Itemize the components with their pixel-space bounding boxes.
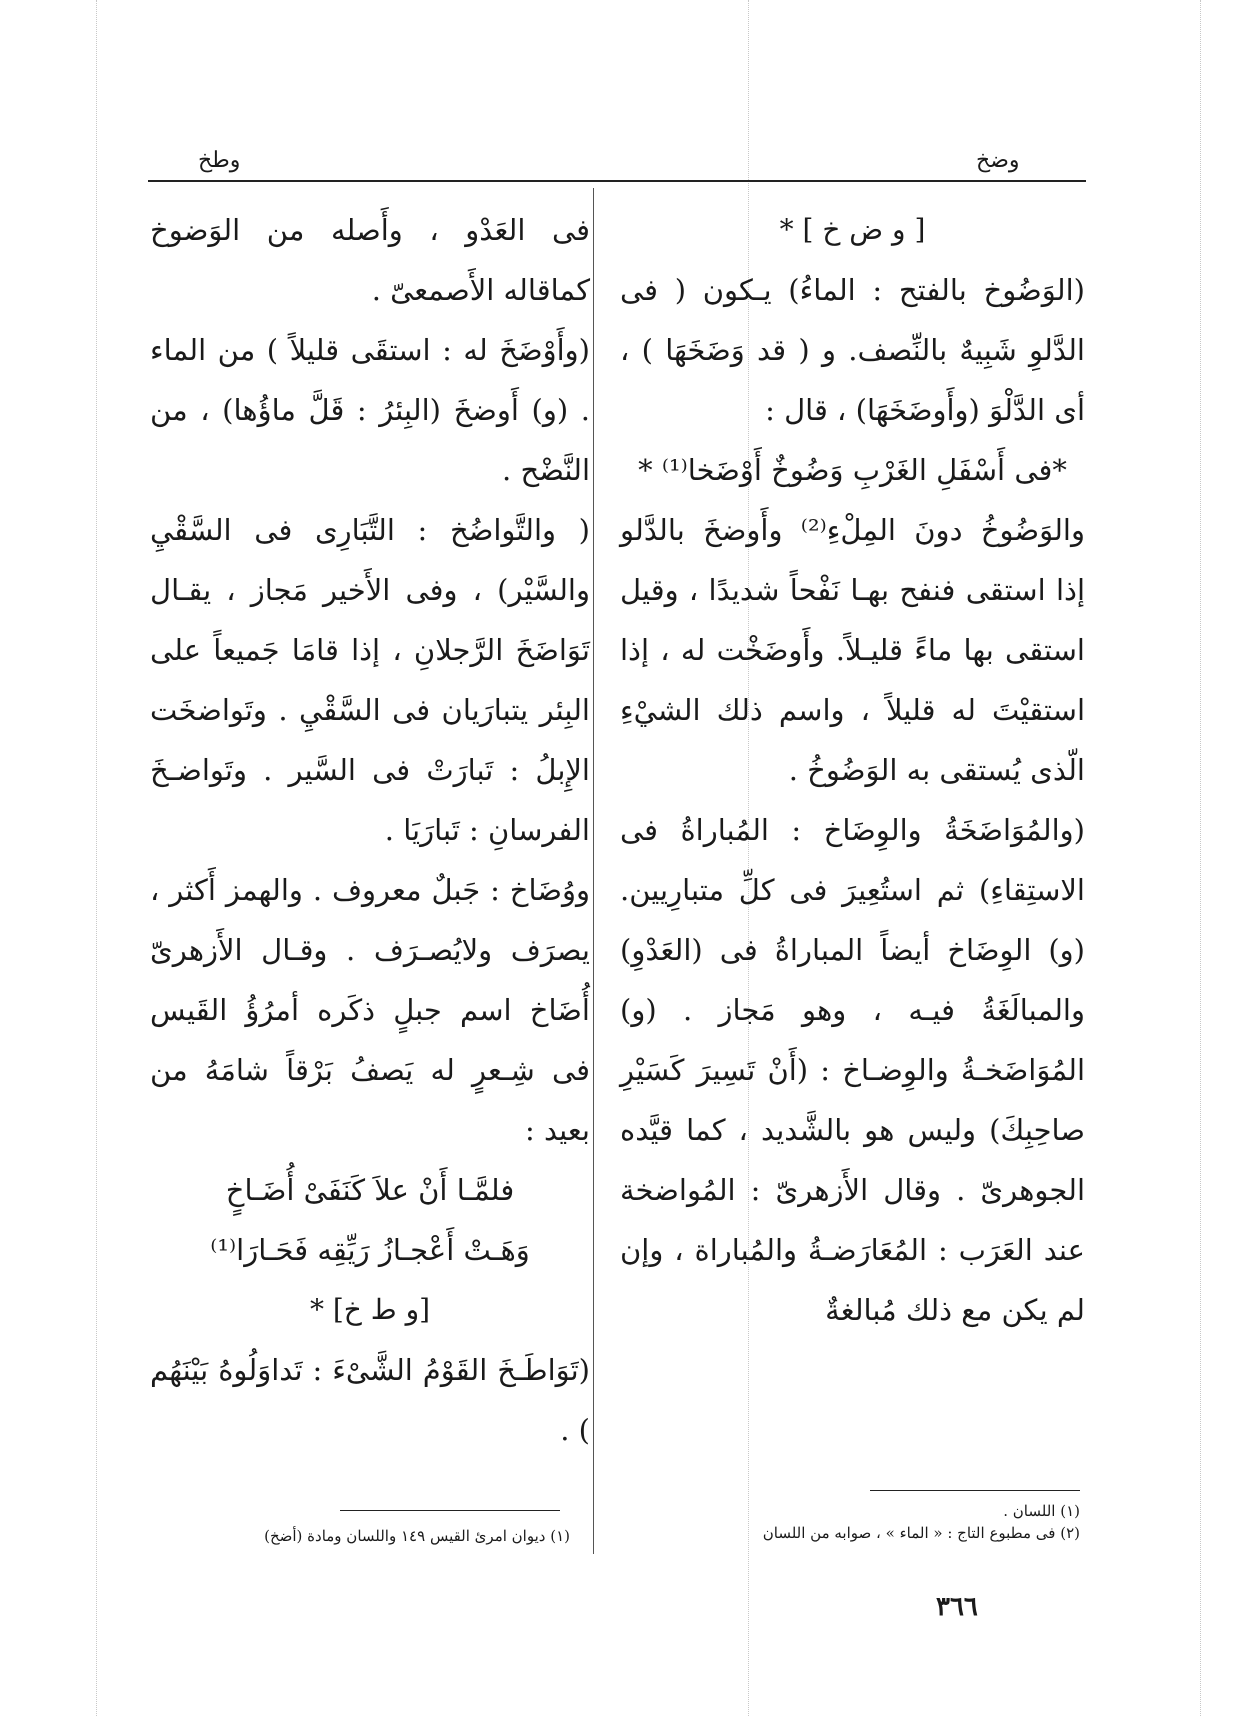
footnotes-left [150,1525,570,1547]
paragraph: فى العَدْو ، وأَصله من الوَضوخ كماقاله الأَصمعىّ . [150,213,590,307]
footnote-rule-left [340,1510,560,1511]
right-column [620,200,1085,1340]
paragraph: ووُضَاخ : جَبلٌ معروف . والهمز أَكثر ، يصرَف ولايُصـرَف . وقـال الأَزهرىّ أُضَاخ اسم جبلٍ ذكَره أمرُؤُ القَيس فى شِـعرٍ له يَصفُ بَرْقاً شامَهُ من بعيد : [150,873,590,1147]
verse-line: *فى أَسْفَلِ الغَرْبِ وَضُوخٌ أَوْضَخا⁽¹⁾ * [638,453,1067,487]
paragraph: (والمُوَاضَخَةُ والوِضَاخ : المُباراةُ فى الاستِقاءِ) ثم استُعِيرَ فى كلِّ متبارِيين. (و) الوِضَاخ أيضاً المباراةُ فى (العَدْوِ) والمبالَغَةُ فيـه ، وهو مَجاز . (و) المُوَاضَخـةُ والوِضـاخ : (أَنْ تَسِيرَ كَسَيْرِ صاحِبِكَ) وليس هو بالشَّديد ، كما قيَّده الجوهرىّ . وقال الأَزهرىّ : المُواضخة عند العَرَب : المُعَارَضـةُ والمُباراة ، وإن لم يكن مع ذلك مُبالغةٌ [620,813,1085,1327]
paragraph: (الوَضُوخ بالفتح : الماءُ) يـكون ( فى الدَّلوِ شَبِيهٌ بالنِّصف. و ( قد وَضَخَهَا ) ، أى الدَّلْوَ (وأَوضَخَهَا) ، قال : [620,273,1085,427]
running-head-right: وضخ [976,148,1020,173]
left-column [150,200,590,1460]
column-divider [593,188,594,1554]
footnote: (١) ديوان امرئ القيس ١٤٩ واللسان ومادة (أضخ) [264,1527,570,1545]
entry-heading-wdkh: [ و ض خ ] * [779,213,926,246]
entry-heading-wtkh: [و ط خ] * [309,1293,431,1326]
paragraph: (وأَوْضَخَ له : استقَى قليلاً ) من الماء . (و) أَوضخَ (البِئرُ : قَلَّ ماؤُها) ، من النَّضْح . [150,333,590,487]
footnote-rule-right [870,1490,1080,1491]
scan-line-left [96,0,97,1716]
scan-line-right [1200,0,1201,1716]
page-number: ٣٦٦ [936,1592,978,1622]
paragraph: (تَوَاطَـخَ القَوْمُ الشَّىْءَ : تَداوَلُوهُ بَيْنَهُم ) . [150,1353,590,1447]
footnote: (٢) فى مطبوع التاج : « الماء » ، صوابه من اللسان [762,1524,1080,1542]
footnotes-right [640,1500,1080,1544]
verse-line: وَهَـتْ أَعْجـازُ رَيِّقِه فَحَـارَا⁽¹⁾ [210,1233,530,1267]
running-head-left: وطخ [198,148,241,173]
paragraph: ( والتَّواضُخ : التَّبَارِى فى السَّقْيِ والسَّيْر) ، وفى الأَخير مَجاز ، يقـال تَوَاضَخَ الرَّجلانِ ، إذا قامَا جَميعاً على البِئر يتبارَيان فى السَّقْيِ . وتَواضخَت الإِبلُ : تَبارَتْ فى السَّير . وتَواضـخَ الفرسانِ : تَبارَيَا . [150,513,590,847]
footnote: (١) اللسان . [1003,1502,1080,1520]
paragraph: والوَضُوخُ دونَ المِلْءِ⁽²⁾ وأَوضخَ بالدَّلو إذا استقى فنفح بهـا نَفْحاً شديدًا ، وقيل استقى بها ماءً قليـلاً. وأَوضَخْت له ، إذا استقيْتَ له قليلاً ، واسم ذلك الشيْءِ الّذى يُستقى به الوَضُوخُ . [620,513,1085,787]
header-rule [148,180,1086,182]
verse-line: فلمَّـا أَنْ علاَ كَنَفَىْ أُضَـاخٍ [225,1173,515,1207]
